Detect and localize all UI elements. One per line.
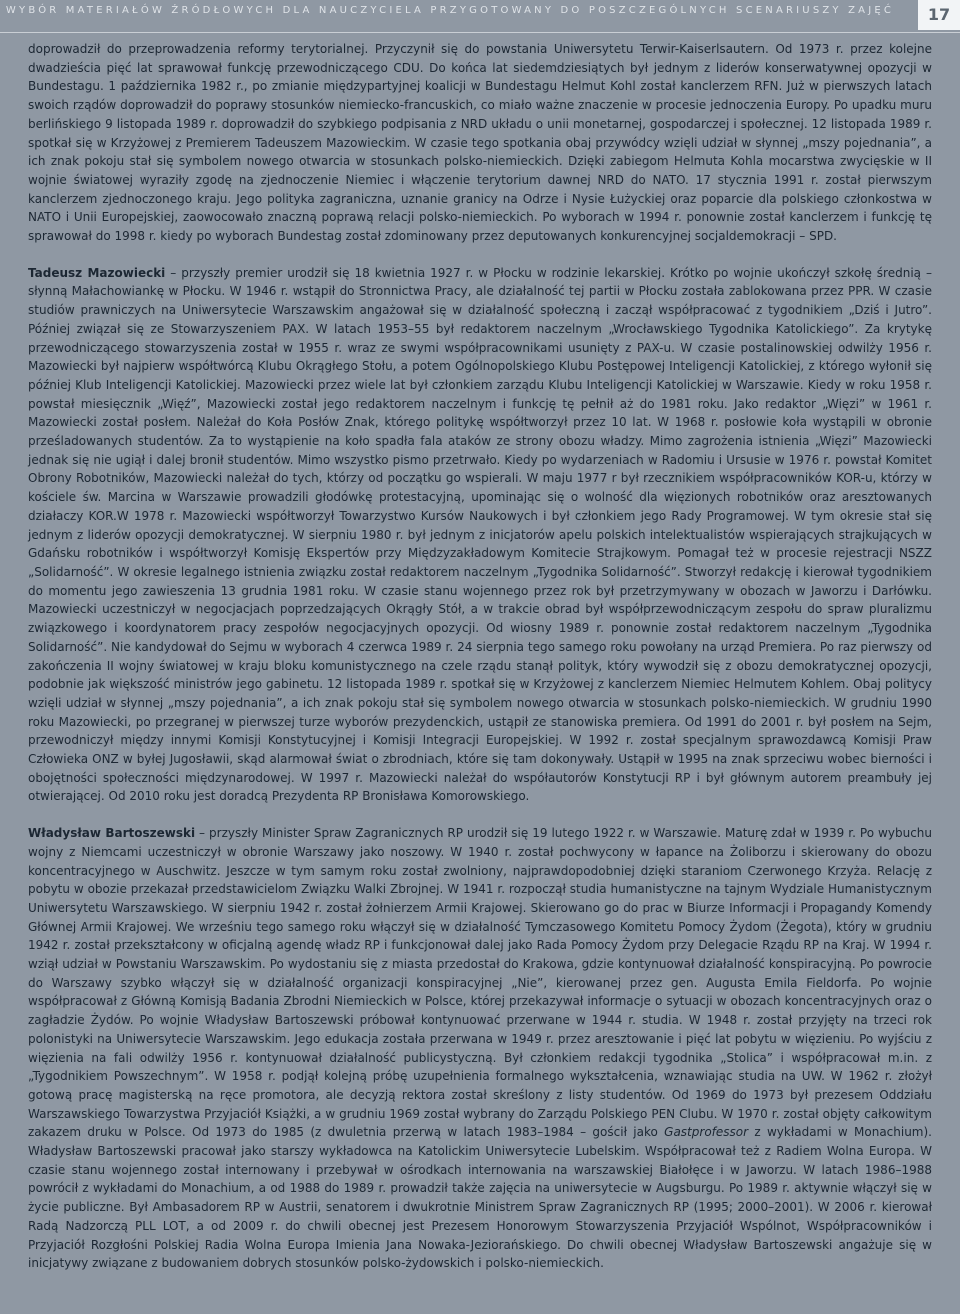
bartoszewski-paragraph xyxy=(28,824,932,1273)
kohl-paragraph xyxy=(28,40,932,246)
kohl-text: doprowadził do przeprowadzenia reformy terytorialnej. Przyczynił się do powstania Uniwersytetu Terwir-Kaiserlsautern. Od 1973 r. przez kolejne dwadzieścia pięć lat sprawował funkcję przewodniczącego CDU. Do końca lat siedemdziesiątych był jednym z liderów konserwatywnej opozycji w Bundestagu. 1 października 1982 r., po zmianie międzypartyjnej koalicji w Bundestagu Helmut Kohl został kanclerzem RFN. Już w pierwszych latach swoich rządów doprowadził do poprawy stosunków niemiecko-francuskich, co miało ważne znaczenie w procesie jednoczenia Europy. Po upadku muru berlińskiego 9 listopada 1989 r. doprowadził do szybkiego podpisania z NRD układu o unii monetarnej, gospodarczej i społecznej. 12 listopada 1989 r. spotkał się w Krzyżowej z Premierem Tadeuszem Mazowieckim. W czasie tego spotkania obaj przywódcy wzięli udział w słynnej „mszy pojednania”, a ich znak pokoju stał się symbolem nowego otwarcia w stosunkach polsko-niemieckich. Dzięki zabiegom Helmuta Kohla mocarstwa zwycięskie w II wojnie światowej wyraziły zgodę na zjednoczenie Niemiec i włączenie terytorium dawnej NRD do NATO. 17 stycznia 1991 r. został pierwszym kanclerzem zjednoczonego kraju. Jego polityka zagraniczna, uznanie granicy na Odrze i Nysie Łużyckiej oraz poparcie dla polskiego członkostwa w NATO i Unii Europejskiej, zaowocowało znaczną poprawą relacji polsko-niemieckich. Po wyborach w 1994 r. ponownie został kanclerzem i funkcję tę sprawował do 1998 r. kiedy po wyborach Bundestag został zdominowany przez deputowanych konkurencyjnej socjaldemokracji – SPD. xyxy=(28,42,932,244)
mazowiecki-paragraph xyxy=(28,264,932,806)
page-number: 17 xyxy=(918,0,960,30)
page-header xyxy=(0,0,960,33)
mazowiecki-text: – przyszły premier urodził się 18 kwietnia 1927 r. w Płocku w rodzinie lekarskiej. Krótko po wojnie ukończył szkołę średnią – słynną Małachowiankę w Płocku. W 1946 r. wstąpił do Stronnictwa Pracy, ale działalność tej partii w Płocku została zablokowana przez PPR. W czasie studiów prawniczych na Uniwersytecie Warszawskim angażował się w działalność społeczną i zaczął współpracować z tygodnikiem „Dziś i Jutro”. Później związał się ze Stowarzyszeniem PAX. W latach 1953–55 był redaktorem naczelnym „Wrocławskiego Tygodnika Katolickiego”. Za krytykę przewodniczącego stowarzyszenia został w 1955 r. wraz ze swymi współpracownikami usunięty z PAX-u. W czasie postalinowskiej odwilży 1956 r. Mazowiecki był najpierw współtwórcą Klubu Okrągłego Stołu, a potem Ogólnopolskiego Klubu Postępowej Inteligencji Katolickiej, z którego wyłonił się później Klub Inteligencji Katolickiej. Mazowiecki przez wiele lat był członkiem zarządu Klubu Inteligencji Katolickiej w Warszawie. Kiedy w roku 1958 r. powstał miesięcznik „Więź”, Mazowiecki został jego redaktorem naczelnym i funkcję tę pełnił aż do 1981 roku. Jako redaktor „Więzi” w 1961 r. Mazowiecki został posłem. Należał do Koła Posłów Znak, którego politykę współtworzył przez 10 lat. W 1968 r. posłowie koła wystąpili w obronie prześladowanych studentów. Za to wystąpienie na koło spadła fala ataków ze strony obozu władzy. Mimo zagrożenia istnienia „Więzi” Mazowiecki jednak się nie ugiął i dalej bronił studentów. Mimo wszystko pismo przetrwało. Kiedy po wydarzeniach w Radomiu i Ursusie w 1976 r. powstał Komitet Obrony Robotników, Mazowiecki należał do tych, którzy od początku go wspierali. W maju 1977 r był rzecznikiem współpracowników KOR-u, którzy w kościele św. Marcina w Warszawie prowadzili głodówkę protestacyjną, upominając się o wolność dla więzionych robotników oraz aresztowanych działaczy KOR.W 1978 r. Mazowiecki współtworzył Towarzystwo Kursów Naukowych i był członkiem jego Rady Programowej. W tym okresie stał się jednym z liderów opozycji demokratycznej. W sierpniu 1980 r. był jednym z inicjatorów apelu polskich intelektualistów wspierających strajkujących w Gdańsku robotników i współtworzył Komisję Ekspertów przy Międzyzakładowym Komitecie Strajkowym. Pomagał też w procesie rejestracji NSZZ „Solidarność”. W okresie legalnego istnienia związku został redaktorem naczelnym „Tygodnika Solidarność”. Stworzył redakcję i kierował tygodnikiem do momentu jego zawieszenia 13 grudnia 1981 roku. W czasie stanu wojennego przez rok był przetrzymywany w obozach w Jaworzu i Darłówku. Mazowiecki uczestniczył w negocjacjach poprzedzających Okrągły Stół, a w trakcie obrad był współprzewodniczącym zespołu do spraw pluralizmu związkowego i koordynatorem pracy zespołów negocjacyjnych opozycji. Od wiosny 1989 r. ponownie został redaktorem naczelnym „Tygodnika Solidarność”. Nie kandydował do Sejmu w wyborach 4 czerwca 1989 r. 24 sierpnia tego samego roku powołany na urząd Premiera. Po raz pierwszy od zakończenia II wojny światowej w kraju bloku komunistycznego na czele rządu stanął polityk, który wywodził się z obozu demokratycznej opozycji, podobnie jak większość ministrów jego gabinetu. 12 listopada 1989 r. spotkał się w Krzyżowej z kanclerzem Niemiec Helmutem Kohlem. Obaj politycy wzięli udział w słynnej „mszy pojednania”, a ich znak pokoju stał się symbolem nowego otwarcia w stosunkach polsko-niemieckich. W grudniu 1990 roku Mazowiecki, po przegranej w pierwszej turze wyborów prezydenckich, ustąpił ze stanowiska premiera. Od 1991 do 2001 r. był posłem na Sejm, przewodniczył między innymi Komisji Konstytucyjnej i Komisji Integracji Europejskiej. W 1992 r. został specjalnym sprawozdawcą Komisji Praw Człowieka ONZ w byłej Jugosławii, skąd alarmował świat o zbrodniach, które się tam dokonywały. Ustąpił w 1995 na znak sprzeciwu wobec bierności i obojętności społeczności międzynarodowej. W 1997 r. Mazowiecki należał do współautorów Konstytucji RP i był głównym autorem preambuły jej otwierającej. Od 2010 roku jest doradcą Prezydenta RP Bronisława Komorowskiego. xyxy=(28,265,932,804)
mazowiecki-name: Tadeusz Mazowiecki xyxy=(28,265,166,280)
bartoszewski-text-1: – przyszły Minister Spraw Zagranicznych RP urodził się 19 lutego 1922 r. w Warszawie. Maturę zdał w 1939 r. Po wybuchu wojny z Niemcami uczestniczył w obronie Warszawy jako noszowy. W 1940 r. został pochwycony w łapance na Żoliborzu i skierowany do obozu koncentracyjnego w Auschwitz. Jeszcze w tym samym roku został zwolniony, najprawdopodobniej dzięki staraniom Czerwonego Krzyża. Relację z pobytu w obozie przekazał przedstawicielom Związku Walki Zbrojnej. W 1941 r. rozpoczął studia humanistyczne na tajnym Wydziale Humanistycznym Uniwersytetu Warszawskiego. W sierpniu 1942 r. został żołnierzem Armii Krajowej. Skierowano go do prac w Biurze Informacji i Propagandy Komendy Głównej Armii Krajowej. We wrześniu tego samego roku włączył się w działalność Tymczasowego Komitetu Pomocy Żydom (Żegota), który w grudniu 1942 r. został przekształcony w oficjalną agendę władz RP i funkcjonował dalej jako Rada Pomocy Żydom przy Delegacie Rządu RP na Kraj. W 1994 r. wziął udział w Powstaniu Warszawskim. Po wydostaniu się z miasta przedostał do Krakowa, gdzie kontynuował działalność konspiracyjną. Po powrocie do Warszawy szybko włączył się w działalność organizacji konspiracyjnej „Nie”, kierowanej przez gen. Augusta Emila Fieldorfa. Po wojnie współpracował z Główną Komisją Badania Zbrodni Niemieckich w Polsce, której przekazywał informacje o sytuacji w obozach koncentracyjnych oraz o zagładzie Żydów. Po wojnie Władysław Bartoszewski próbował kontynuować przerwane w 1944 r. studia. W 1948 r. został przyjęty na trzeci rok polonistyki na Uniwersytecie Warszawskim. Jego edukacja została przerwana w 1949 r. przez aresztowanie i pięć lat pobytu w więzieniu. Po wyjściu z więzienia na fali odwilży 1956 r. kontynuował działalność publicystyczną. Był członkiem redakcji tygodnika „Stolica” i współpracował m.in. z „Tygodnikiem Powszechnym”. W 1958 r. podjął kolejną próbę uzupełnienia formalnego wykształcenia, wznawiając studia na UW. W 1962 r. złożył gotową pracę magisterską na ręce promotora, ale decyzją rektora został skreślony z listy studentów. Od 1969 do 1973 był prezesem Oddziału Warszawskiego Towarzystwa Przyjaciół Książki, a w grudniu 1969 został wybrany do Zarządu Polskiego PEN Clubu. W 1970 r. został objęty całkowitym zakazem druku w Polsce. Od 1973 do 1985 (z dwuletnia przerwą w latach 1983–1984 – gościł jako xyxy=(28,826,932,1140)
bartoszewski-name: Władysław Bartoszewski xyxy=(28,826,196,841)
header-title: WYBÓR MATERIAŁÓW ŹRÓDŁOWYCH DLA NAUCZYCIELA PRZYGOTOWANY DO POSZCZEGÓLNYCH SCENARIUSZY ZAJĘĆ xyxy=(5,5,895,16)
gastprofessor-term: Gastprofessor xyxy=(664,1125,749,1140)
document-body xyxy=(28,40,932,1273)
bartoszewski-text-2: z wykładami w Monachium). Władysław Bartoszewski pracował jako starszy wykładowca na Katolickim Uniwersytecie Lubelskim. Współpracował też z Radiem Wolna Europa. W czasie stanu wojennego został internowany i przebywał w ośrodkach internowania na warszawskiej Białołęce i w Jaworzu. W latach 1986–1988 powrócił z wykładami do Monachium, a od 1988 do 1989 r. prowadził także zajęcia na uniwersytecie w Augsburgu. Po 1989 r. aktywnie włączył się w życie publiczne. Był Ambasadorem RP w Austrii, senatorem i dwukrotnie Ministrem Spraw Zagranicznych RP (1995; 2000–2001). W 2006 r. kierował Radą Nadzorczą PLL LOT, a od 2009 r. do chwili obecnej jest Prezesem Honorowym Stowarzyszenia Przyjaciół Wspólnot, Współpracowników i Przyjaciół Rozgłośni Polskiej Radia Wolna Europa Imienia Jana Nowaka-Jeziorańskiego. Do chwili obecnej Władysław Bartoszewski angażuje się w inicjatywy związane z budowaniem dobrych stosunków polsko-żydowskich i polsko-niemieckich. xyxy=(28,1125,932,1271)
